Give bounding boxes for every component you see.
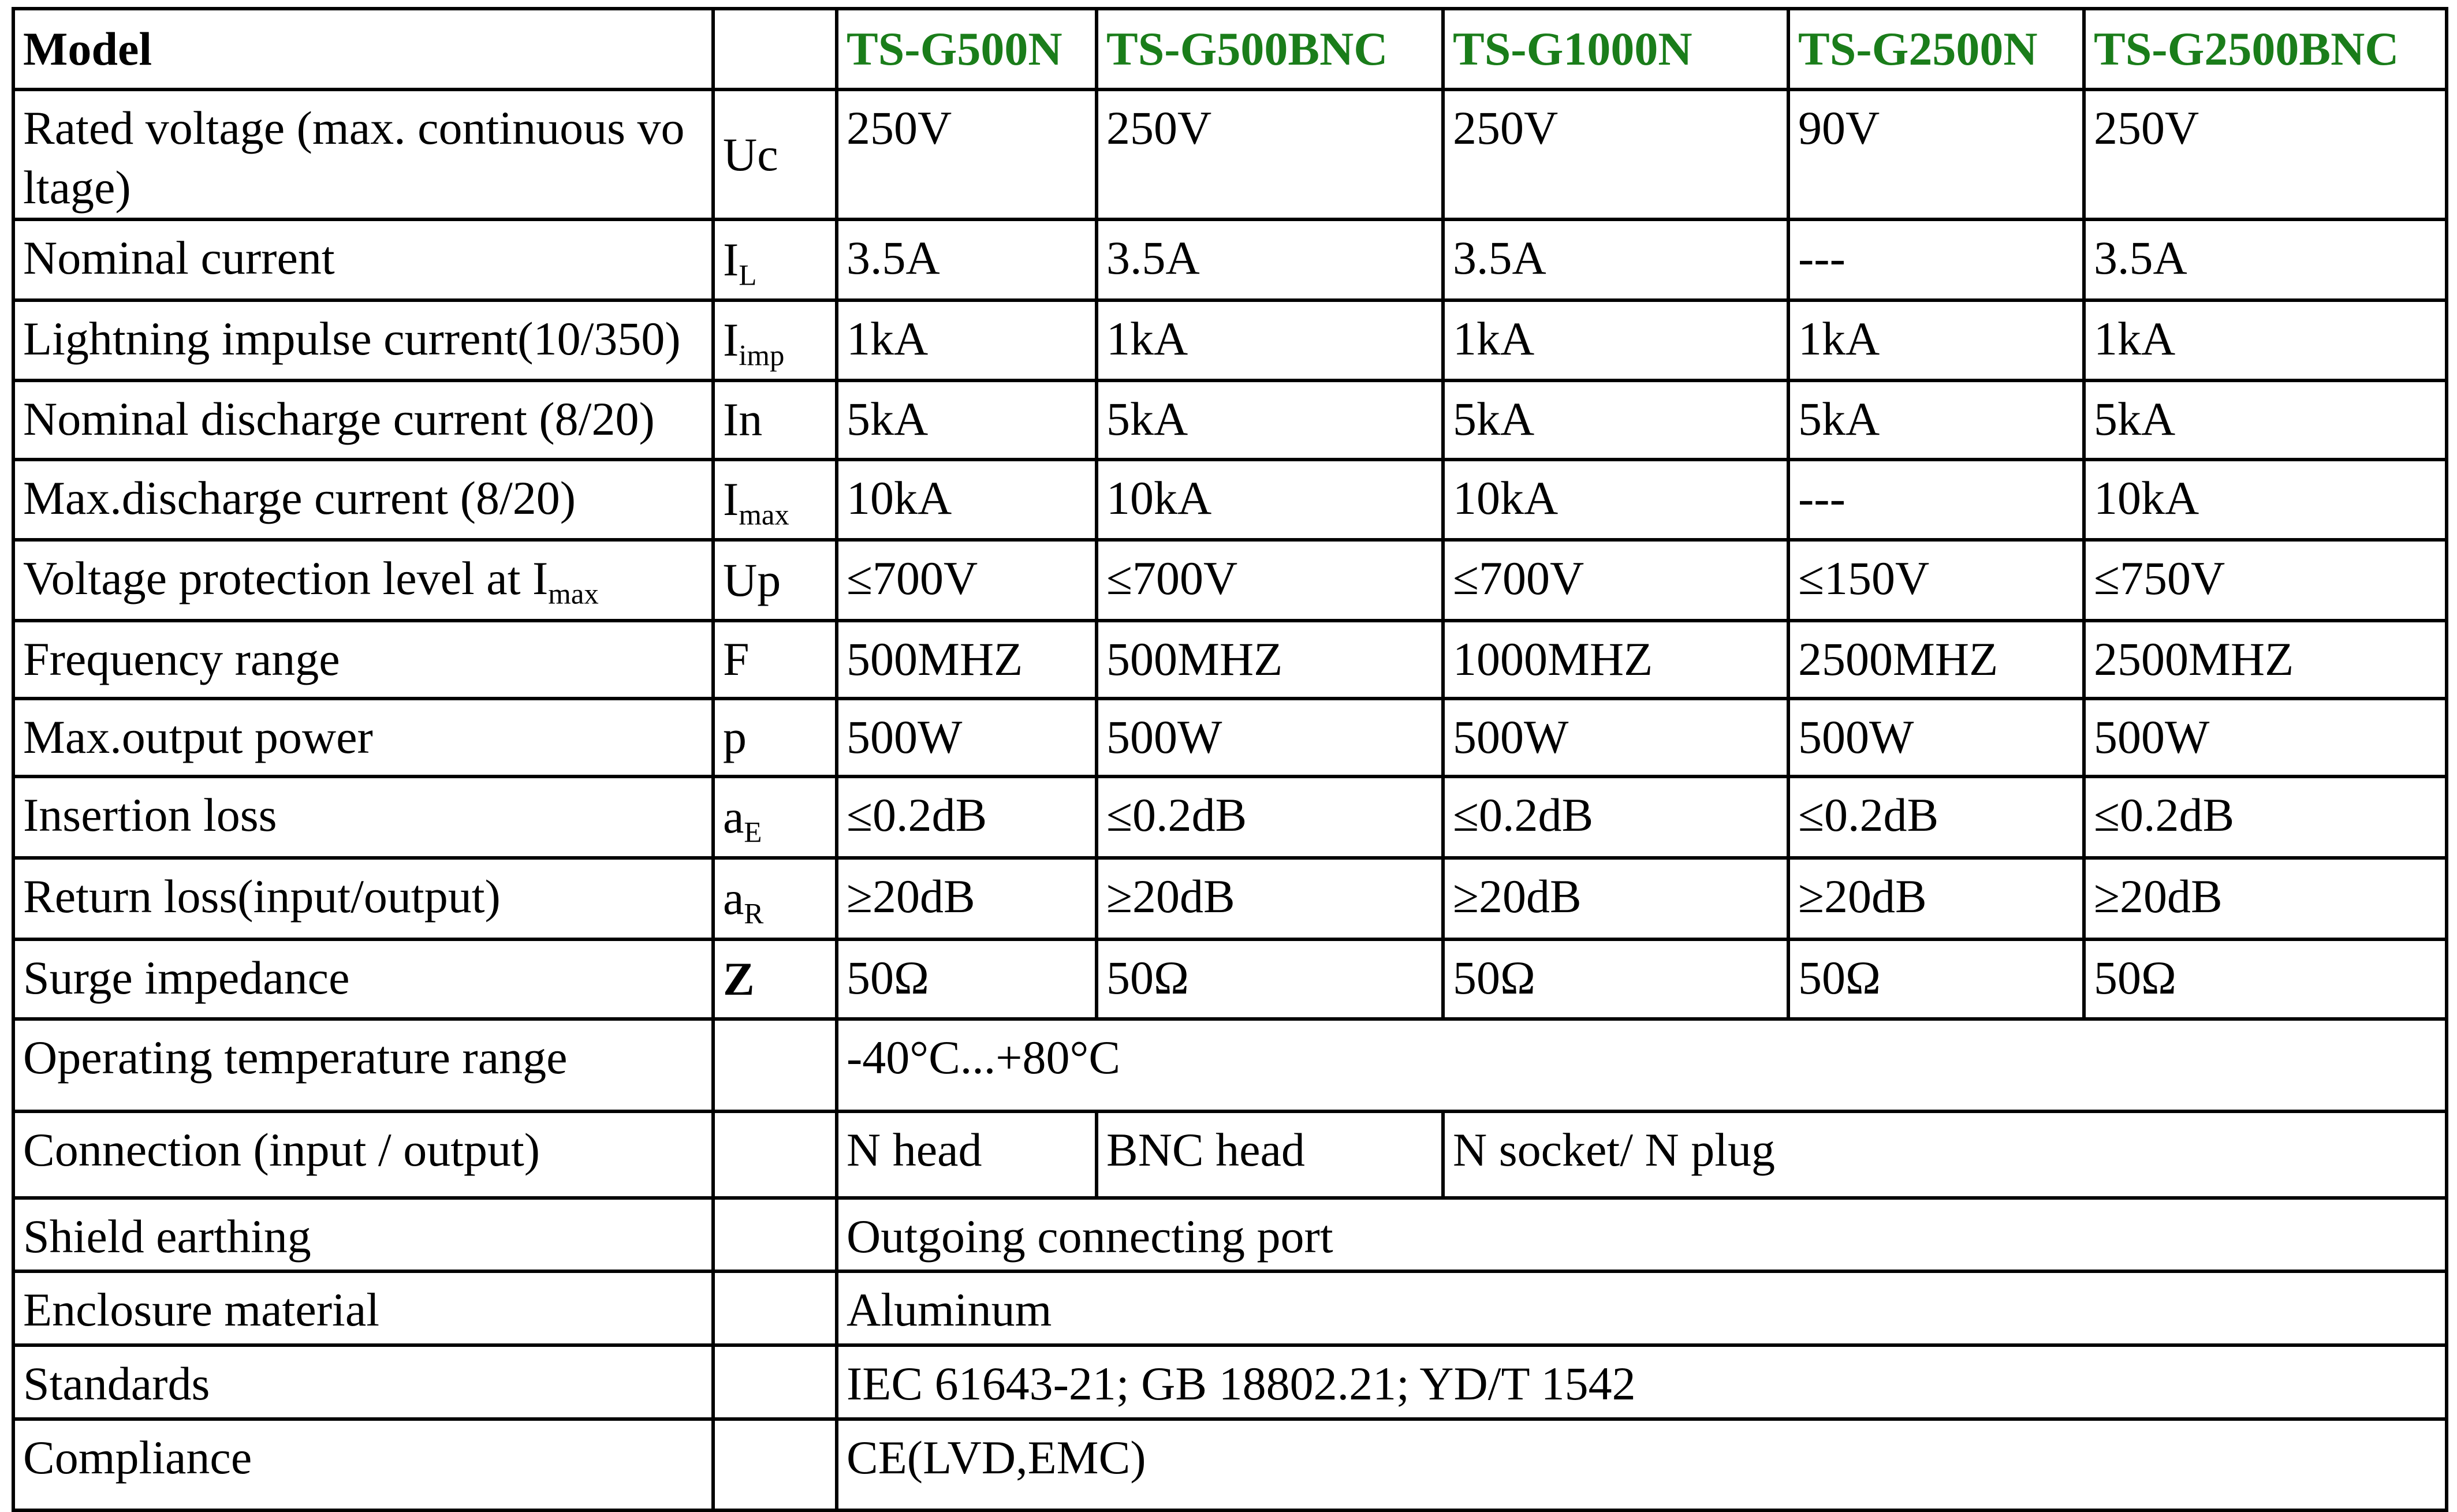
- cell-value: 10kA: [1443, 460, 1788, 540]
- row-symbol: Uc: [713, 89, 837, 219]
- symbol-base: I: [723, 473, 739, 526]
- row-shield-earthing: [13, 1198, 2447, 1271]
- cell-value-merged: -40°C...+80°C: [837, 1019, 2447, 1111]
- cell-value: 1kA: [1443, 300, 1788, 380]
- row-label: Insertion loss: [13, 776, 713, 858]
- row-insertion-loss: [13, 776, 2447, 858]
- row-operating-temperature: [13, 1019, 2447, 1111]
- row-voltage-protection-level: [13, 540, 2447, 621]
- cell-value: ≤0.2dB: [1788, 776, 2084, 858]
- cell-value: 5kA: [1443, 380, 1788, 460]
- cell-value: 1kA: [837, 300, 1097, 380]
- row-label: Lightning impulse current(10/350): [13, 300, 713, 380]
- row-symbol: F: [713, 621, 837, 699]
- row-frequency-range: [13, 621, 2447, 699]
- row-label: [13, 540, 713, 621]
- cell-value: N head: [837, 1111, 1097, 1198]
- cell-value: 250V: [2084, 89, 2447, 219]
- row-label: Operating temperature range: [13, 1019, 713, 1111]
- spec-table: [12, 7, 2448, 1512]
- cell-value: ≥20dB: [2084, 858, 2447, 939]
- row-symbol: [713, 1419, 837, 1510]
- cell-value: 500W: [1443, 699, 1788, 776]
- symbol-sub: L: [739, 259, 757, 292]
- label-main: Voltage protection level at I: [23, 551, 549, 604]
- row-max-output-power: [13, 699, 2447, 776]
- cell-value: 3.5A: [1097, 219, 1443, 300]
- row-surge-impedance: [13, 939, 2447, 1019]
- cell-value: ≤0.2dB: [837, 776, 1097, 858]
- cell-value: 1kA: [1097, 300, 1443, 380]
- symbol-base: a: [723, 872, 744, 925]
- symbol-base: a: [723, 790, 744, 843]
- header-row: [13, 9, 2447, 89]
- row-symbol: [713, 1345, 837, 1419]
- cell-value: BNC head: [1097, 1111, 1443, 1198]
- cell-value: 3.5A: [1443, 219, 1788, 300]
- row-nominal-discharge-current: [13, 380, 2447, 460]
- model-header-ts-g1000n: TS-G1000N: [1443, 9, 1788, 89]
- row-max-discharge-current: [13, 460, 2447, 540]
- model-header-ts-g2500n: TS-G2500N: [1788, 9, 2084, 89]
- row-label: Max.discharge current (8/20): [13, 460, 713, 540]
- label-sub: max: [548, 577, 599, 610]
- row-label: Nominal discharge current (8/20): [13, 380, 713, 460]
- cell-value: ≤700V: [837, 540, 1097, 621]
- cell-value: ≤750V: [2084, 540, 2447, 621]
- cell-value: 1kA: [1788, 300, 2084, 380]
- row-return-loss: [13, 858, 2447, 939]
- row-symbol: [713, 1019, 837, 1111]
- cell-value: 3.5A: [2084, 219, 2447, 300]
- cell-value: ≤0.2dB: [1097, 776, 1443, 858]
- cell-value: 500W: [1097, 699, 1443, 776]
- symbol-sub: R: [744, 897, 764, 930]
- cell-value-merged: N socket/ N plug: [1443, 1111, 2447, 1198]
- row-label: Connection (input / output): [13, 1111, 713, 1198]
- cell-value: ≥20dB: [1443, 858, 1788, 939]
- row-symbol: [713, 300, 837, 380]
- row-label: Enclosure material: [13, 1271, 713, 1345]
- row-label: Frequency range: [13, 621, 713, 699]
- cell-value: 10kA: [837, 460, 1097, 540]
- cell-value: ---: [1788, 219, 2084, 300]
- cell-value: ---: [1788, 460, 2084, 540]
- cell-value: 1kA: [2084, 300, 2447, 380]
- model-header-label: Model: [13, 9, 713, 89]
- cell-value: 5kA: [1097, 380, 1443, 460]
- row-compliance: [13, 1419, 2447, 1510]
- row-symbol: Z: [713, 939, 837, 1019]
- row-symbol: [713, 1198, 837, 1271]
- row-enclosure-material: [13, 1271, 2447, 1345]
- row-symbol: p: [713, 699, 837, 776]
- cell-value: 3.5A: [837, 219, 1097, 300]
- cell-value: 5kA: [2084, 380, 2447, 460]
- cell-value: 1000MHZ: [1443, 621, 1788, 699]
- row-symbol: [713, 1111, 837, 1198]
- cell-value: 5kA: [1788, 380, 2084, 460]
- cell-value: 2500MHZ: [1788, 621, 2084, 699]
- symbol-sub: imp: [739, 339, 785, 372]
- cell-value: 50Ω: [1097, 939, 1443, 1019]
- row-label: Rated voltage (max. continuous vo ltage): [13, 89, 713, 219]
- cell-value: ≥20dB: [1788, 858, 2084, 939]
- cell-value: 50Ω: [1443, 939, 1788, 1019]
- cell-value-merged: CE(LVD,EMC): [837, 1419, 2447, 1510]
- cell-value: ≤0.2dB: [1443, 776, 1788, 858]
- row-symbol: [713, 1271, 837, 1345]
- symbol-sub: max: [739, 498, 789, 531]
- symbol-base: I: [723, 313, 739, 367]
- row-symbol: In: [713, 380, 837, 460]
- row-symbol: [713, 776, 837, 858]
- row-connection: [13, 1111, 2447, 1198]
- cell-value: 50Ω: [2084, 939, 2447, 1019]
- symbol-sub: E: [744, 816, 762, 849]
- row-symbol: [713, 460, 837, 540]
- cell-value-merged: Outgoing connecting port: [837, 1198, 2447, 1271]
- row-label: Standards: [13, 1345, 713, 1419]
- cell-value: ≤700V: [1097, 540, 1443, 621]
- cell-value: 90V: [1788, 89, 2084, 219]
- cell-value: 250V: [1097, 89, 1443, 219]
- row-symbol: [713, 858, 837, 939]
- cell-value: ≤700V: [1443, 540, 1788, 621]
- cell-value: ≤150V: [1788, 540, 2084, 621]
- cell-value: 500W: [2084, 699, 2447, 776]
- cell-value: 50Ω: [837, 939, 1097, 1019]
- row-label: Surge impedance: [13, 939, 713, 1019]
- cell-value: 500W: [837, 699, 1097, 776]
- cell-value-merged: IEC 61643-21; GB 18802.21; YD/T 1542: [837, 1345, 2447, 1419]
- cell-value: 250V: [1443, 89, 1788, 219]
- cell-value: 250V: [837, 89, 1097, 219]
- cell-value: 2500MHZ: [2084, 621, 2447, 699]
- row-label: Max.output power: [13, 699, 713, 776]
- cell-value: 500MHZ: [837, 621, 1097, 699]
- row-nominal-current: [13, 219, 2447, 300]
- model-header-ts-g500bnc: TS-G500BNC: [1097, 9, 1443, 89]
- cell-value: 10kA: [1097, 460, 1443, 540]
- row-symbol: [713, 219, 837, 300]
- row-rated-voltage: [13, 89, 2447, 219]
- symbol-base: I: [723, 233, 739, 286]
- cell-value: 50Ω: [1788, 939, 2084, 1019]
- cell-value: ≥20dB: [1097, 858, 1443, 939]
- model-header-ts-g500n: TS-G500N: [837, 9, 1097, 89]
- row-label: Nominal current: [13, 219, 713, 300]
- cell-value: 500MHZ: [1097, 621, 1443, 699]
- row-label: Shield earthing: [13, 1198, 713, 1271]
- cell-value-merged: Aluminum: [837, 1271, 2447, 1345]
- cell-value: 10kA: [2084, 460, 2447, 540]
- symbol-header: [713, 9, 837, 89]
- cell-value: 5kA: [837, 380, 1097, 460]
- model-header-ts-g2500bnc: TS-G2500BNC: [2084, 9, 2447, 89]
- cell-value: 500W: [1788, 699, 2084, 776]
- row-label: Return loss(input/output): [13, 858, 713, 939]
- row-lightning-impulse-current: [13, 300, 2447, 380]
- row-label: Compliance: [13, 1419, 713, 1510]
- cell-value: ≤0.2dB: [2084, 776, 2447, 858]
- row-symbol: Up: [713, 540, 837, 621]
- cell-value: ≥20dB: [837, 858, 1097, 939]
- row-standards: [13, 1345, 2447, 1419]
